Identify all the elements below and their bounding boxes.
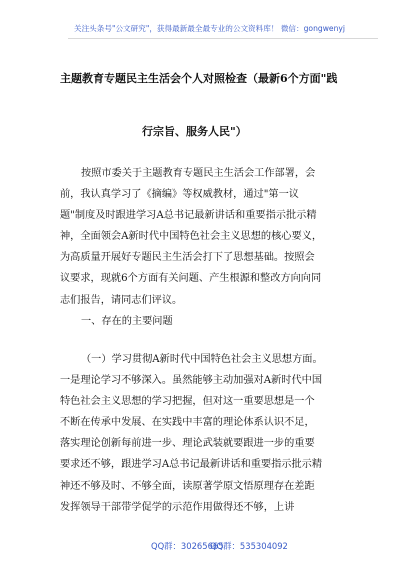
body-line: 前，我认真学习了《摘编》等权威教材，通过"第一议 — [60, 189, 299, 201]
body-line: 特色社会主义思想的学习把握，但对这一重要思想是一个 — [60, 396, 315, 408]
body-line: 志们报告，请同志们评议。 — [60, 294, 183, 306]
header-rule — [68, 38, 378, 39]
body-line: 发挥领导干部带学促学的示范作用做得还不够，上讲 — [60, 501, 295, 513]
header-note: 关注头条号"公文研究"，获得最新最全最专业的公文资料库！ 微信：gongwenyj — [74, 24, 346, 33]
body-line: 神还不够及时、不够全面，读原著学原文悟原理存在差距 — [60, 480, 315, 492]
body-line: 神，全面领会A新时代中国特色社会主义思想的核心要义， — [60, 231, 323, 243]
footer-qq-group-1: QQ群：30265665 — [151, 541, 224, 551]
document-title-line-2: 行宗旨、服务人民"） — [142, 125, 247, 138]
body-line: 一是理论学习不够深入。虽然能够主动加强对A新时代中国 — [60, 375, 323, 387]
body-line: 落实理论创新每前进一步、理论武装就要跟进一步的重要 — [60, 438, 315, 450]
section-heading: 一、存在的主要问题 — [81, 315, 173, 327]
body-line: 不断在传承中发展、在实践中丰富的理论体系认识不足， — [60, 417, 315, 429]
subsection-heading: （一）学习贯彻A新时代中国特色社会主义思想方面。 — [81, 354, 323, 365]
intro-paragraph — [60, 163, 360, 332]
section-1-paragraph — [60, 349, 360, 518]
body-line: 题"制度及时跟进学习A总书记最新讲话和重要指示批示精 — [60, 210, 317, 222]
document-title-line-1: 主题教育专题民主生活会个人对照检查（最新6个方面"践 — [60, 72, 338, 85]
body-line: 为高质量开展好专题民主生活会打下了思想基础。按照会 — [60, 252, 315, 264]
body-line: 议要求，现就6个方面有关问题、产生根源和整改方向向同 — [60, 273, 322, 285]
body-line: 要求还不够，跟进学习A总书记最新讲话和重要指示批示精 — [60, 459, 323, 471]
body-line: 按照市委关于主题教育专题民主生活会工作部署，会 — [81, 168, 316, 179]
footer-qq-group-2: QQ群：535304092 — [210, 541, 288, 551]
